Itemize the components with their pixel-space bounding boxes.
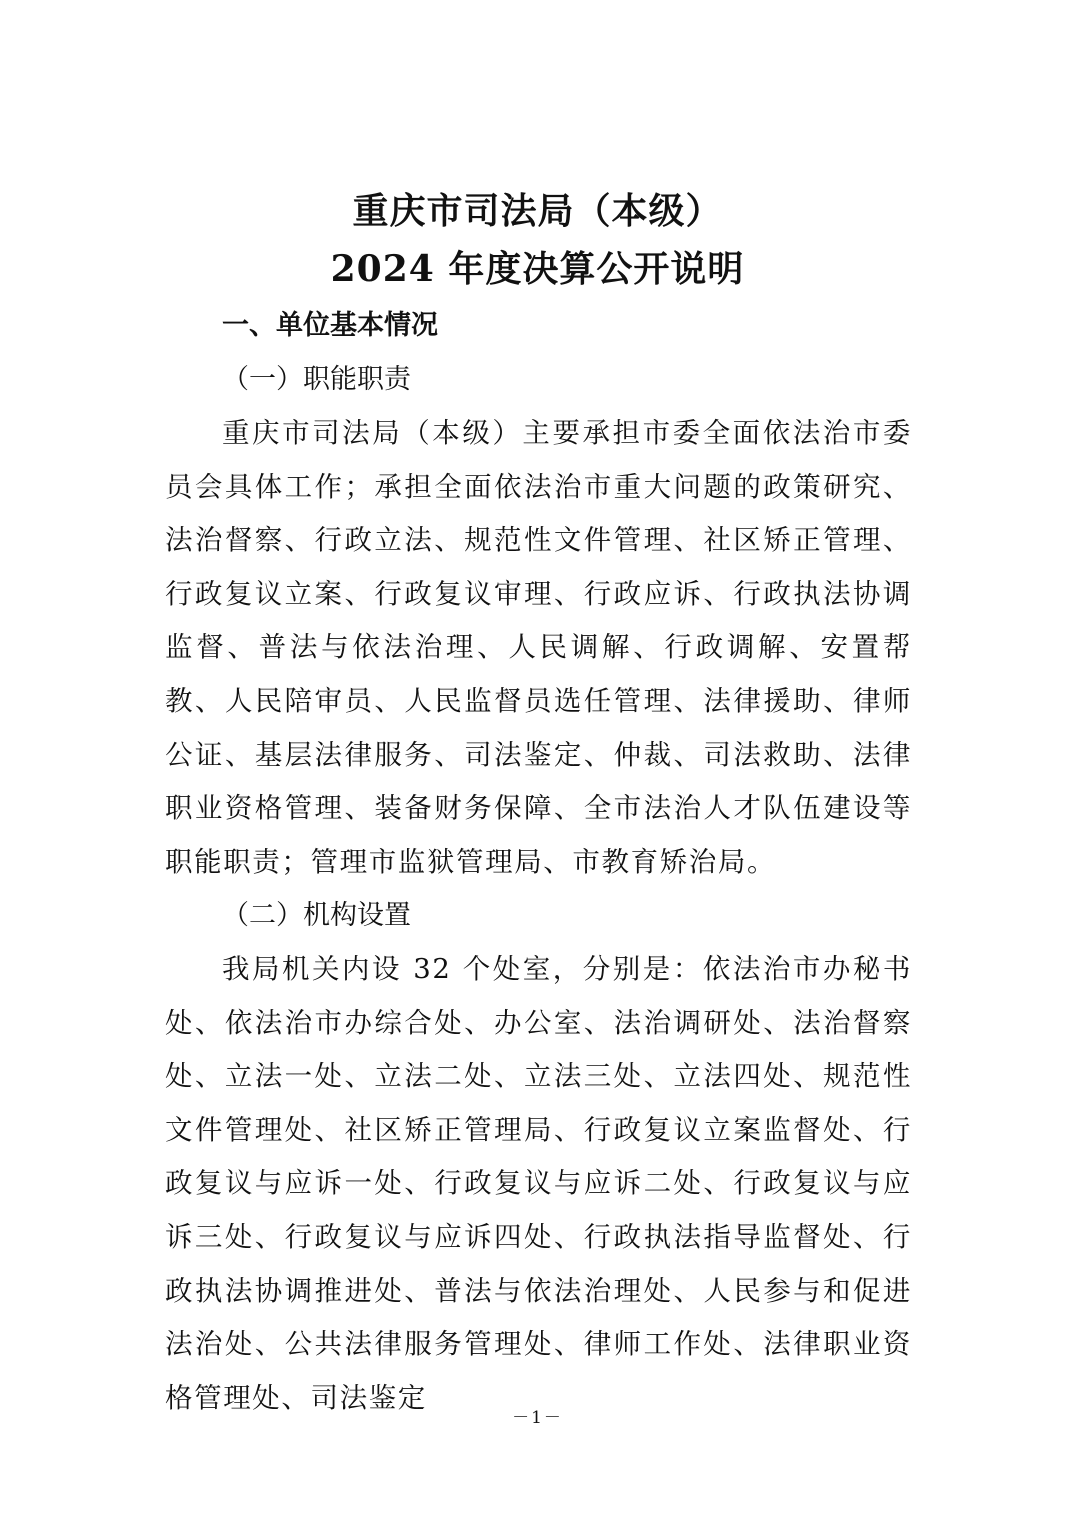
organization-paragraph: 我局机关内设 32 个处室，分别是：依法治市办秘书处、依法治市办综合处、办公室、法治调研处、法治督察处、立法一处、立法二处、立法三处、立法四处、规范性文件管理处、社区矫正管理局、行政复议立案监督处、行政复议与应诉一处、行政复议与应诉二处、行政复议与应诉三处、行政复议与应诉四处、行政执法指导监督处、行政执法协调推进处、普法与依法治理处、人民参与和促进法治处、公共法律服务管理处、律师工作处、法律职业资格管理处、司法鉴定 (165, 953, 912, 1414)
section-heading-basic-info: 一、单位基本情况 (222, 310, 438, 341)
functions-paragraph: 重庆市司法局（本级）主要承担市委全面依法治市委员会具体工作；承担全面依法治市重大问题的政策研究、法治督察、行政立法、规范性文件管理、社区矫正管理、行政复议立案、行政复议审理、行政应诉、行政执法协调监督、普法与依法治理、人民调解、行政调解、安置帮教、人民陪审员、人民监督员选任管理、法律援助、律师公证、基层法律服务、司法鉴定、仲裁、司法救助、法律职业资格管理、装备财务保障、全市法治人才队伍建设等职能职责；管理市监狱管理局、市教育矫治局。 (165, 417, 912, 878)
subsection-heading-functions: （一）职能职责 (222, 364, 411, 395)
document-title-line-2: 2024 年度决算公开说明 (330, 248, 745, 290)
subsection-heading-organization: （二）机构设置 (222, 900, 411, 931)
document-title-line-1: 重庆市司法局（本级） (352, 190, 723, 232)
page-number: －1－ (512, 1408, 563, 1428)
